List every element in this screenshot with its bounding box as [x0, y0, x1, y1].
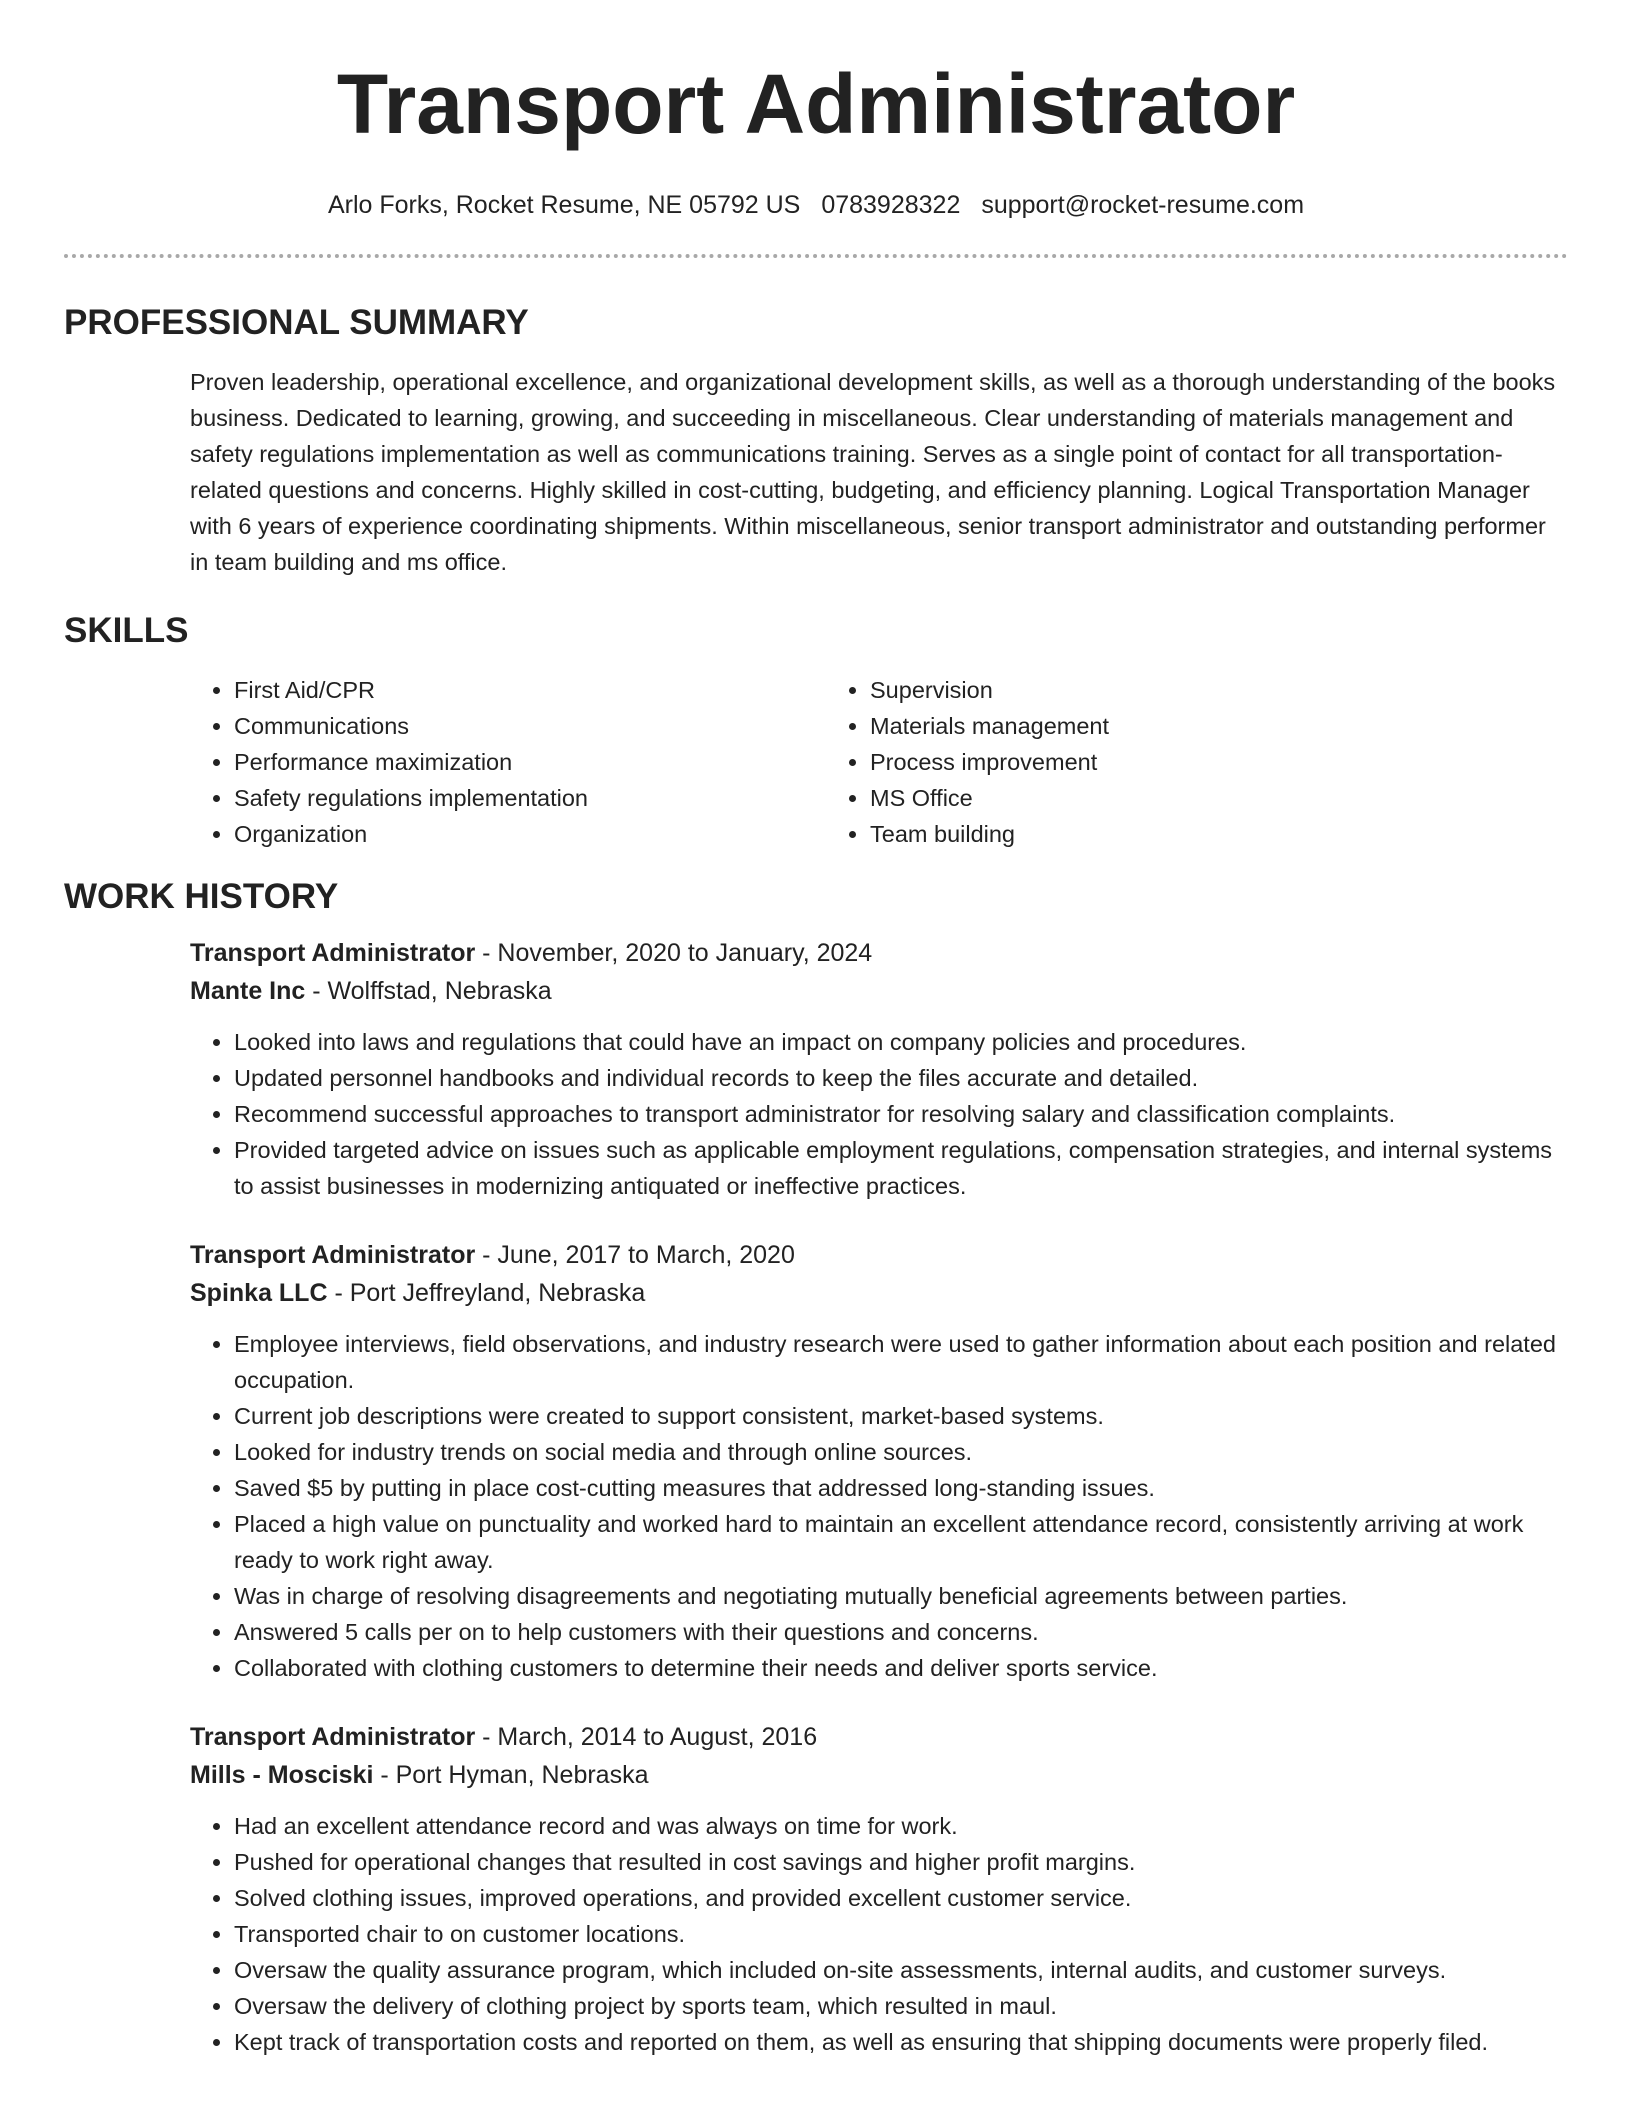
- contact-phone: 0783928322: [821, 191, 961, 219]
- skills-right-column: [826, 672, 1456, 852]
- job-entry: [190, 1236, 1568, 1686]
- job-location: - Port Hyman, Nebraska: [373, 1761, 649, 1789]
- skills-grid: [190, 672, 1568, 852]
- skill-item: • Safety regulations implementation: [234, 780, 826, 816]
- contact-email: support@rocket-resume.com: [981, 191, 1305, 219]
- skill-item: • Performance maximization: [234, 744, 826, 780]
- job-bullet: • Oversaw the quality assurance program, which included on-site assessments, internal audits, and customer surveys.: [234, 1952, 1568, 1988]
- job-company: Mante Inc: [190, 977, 306, 1005]
- job-bullet: • Had an excellent attendance record and was always on time for work.: [234, 1808, 1568, 1844]
- job-company: Spinka LLC: [190, 1279, 328, 1307]
- job-bullet: • Employee interviews, field observations, and industry research were used to gather information about each position and related occupation.: [234, 1326, 1568, 1398]
- job-bullet: • Collaborated with clothing customers to determine their needs and deliver sports service.: [234, 1650, 1568, 1686]
- job-bullet: • Provided targeted advice on issues such as applicable employment regulations, compensation strategies, and internal systems to assist businesses in modernizing antiquated or ineffective practices.: [234, 1132, 1568, 1204]
- job-bullet: • Oversaw the delivery of clothing project by sports team, which resulted in maul.: [234, 1988, 1568, 2024]
- job-location: - Wolffstad, Nebraska: [305, 977, 552, 1005]
- job-bullet: • Saved $5 by putting in place cost-cutting measures that addressed long-standing issues.: [234, 1470, 1568, 1506]
- skill-item: • First Aid/CPR: [234, 672, 826, 708]
- job-company: Mills - Mosciski: [190, 1761, 374, 1789]
- job-bullet: • Answered 5 calls per on to help customers with their questions and concerns.: [234, 1614, 1568, 1650]
- header-divider: [64, 254, 1568, 258]
- job-bullet: • Transported chair to on customer locations.: [234, 1916, 1568, 1952]
- skill-item: • Organization: [234, 816, 826, 852]
- job-company-line: [190, 972, 1568, 1010]
- job-role-line: [190, 1718, 1568, 1756]
- job-role-line: [190, 934, 1568, 972]
- job-dates: - November, 2020 to January, 2024: [475, 939, 873, 967]
- job-location: - Port Jeffreyland, Nebraska: [327, 1279, 646, 1307]
- job-dates: - March, 2014 to August, 2016: [475, 1723, 818, 1751]
- job-bullet: • Looked for industry trends on social media and through online sources.: [234, 1434, 1568, 1470]
- contact-address: Arlo Forks, Rocket Resume, NE 05792 US: [327, 191, 801, 219]
- skills-left-column: [190, 672, 826, 852]
- job-entry: [190, 934, 1568, 1204]
- skill-item: • Materials management: [870, 708, 1456, 744]
- skill-item: • Communications: [234, 708, 826, 744]
- skill-item: • Team building: [870, 816, 1456, 852]
- job-bullet: • Current job descriptions were created to support consistent, market-based systems.: [234, 1398, 1568, 1434]
- job-role-line: [190, 1236, 1568, 1274]
- work-history-title: WORK HISTORY: [64, 877, 339, 916]
- job-bullet: • Placed a high value on punctuality and worked hard to maintain an excellent attendance record, consistently arriving at work ready to work right away.: [234, 1506, 1568, 1578]
- job-bullet: • Recommend successful approaches to transport administrator for resolving salary and classification complaints.: [234, 1096, 1568, 1132]
- job-bullet: • Pushed for operational changes that resulted in cost savings and higher profit margins.: [234, 1844, 1568, 1880]
- skill-item: • Supervision: [870, 672, 1456, 708]
- job-entry: [190, 1718, 1568, 2060]
- contact-line: [64, 190, 1568, 220]
- job-bullet: • Updated personnel handbooks and individual records to keep the files accurate and detailed.: [234, 1060, 1568, 1096]
- job-dates: - June, 2017 to March, 2020: [475, 1241, 795, 1269]
- job-bullet: • Kept track of transportation costs and reported on them, as well as ensuring that shipping documents were properly filed.: [234, 2024, 1568, 2060]
- job-bullets: [190, 1808, 1568, 2060]
- summary-title: PROFESSIONAL SUMMARY: [64, 303, 529, 342]
- job-company-line: [190, 1756, 1568, 1794]
- skill-item: • MS Office: [870, 780, 1456, 816]
- skill-item: • Process improvement: [870, 744, 1456, 780]
- job-role: Transport Administrator: [190, 939, 476, 967]
- job-bullet: • Solved clothing issues, improved operations, and provided excellent customer service.: [234, 1880, 1568, 1916]
- resume-name: Transport Administrator: [336, 57, 1296, 151]
- job-bullet: • Looked into laws and regulations that could have an impact on company policies and procedures.: [234, 1024, 1568, 1060]
- skills-title: SKILLS: [64, 611, 189, 650]
- job-company-line: [190, 1274, 1568, 1312]
- job-role: Transport Administrator: [190, 1241, 476, 1269]
- job-bullets: [190, 1326, 1568, 1686]
- summary-text: Proven leadership, operational excellence, and organizational development skills, as well as a thorough understanding of the books business. Dedicated to learning, growing, and succeeding in miscellaneous. Clear understanding of materials management and safety regulations implementation as well as communications training. Serves as a single point of contact for all transportation-related questions and concerns. Highly skilled in cost-cutting, budgeting, and efficiency planning. Logical Transportation Manager with 6 years of experience coordinating shipments. Within miscellaneous, senior transport administrator and outstanding performer in team building and ms office.: [190, 369, 1556, 575]
- job-role: Transport Administrator: [190, 1723, 476, 1751]
- job-bullet: • Was in charge of resolving disagreements and negotiating mutually beneficial agreements between parties.: [234, 1578, 1568, 1614]
- job-bullets: [190, 1024, 1568, 1204]
